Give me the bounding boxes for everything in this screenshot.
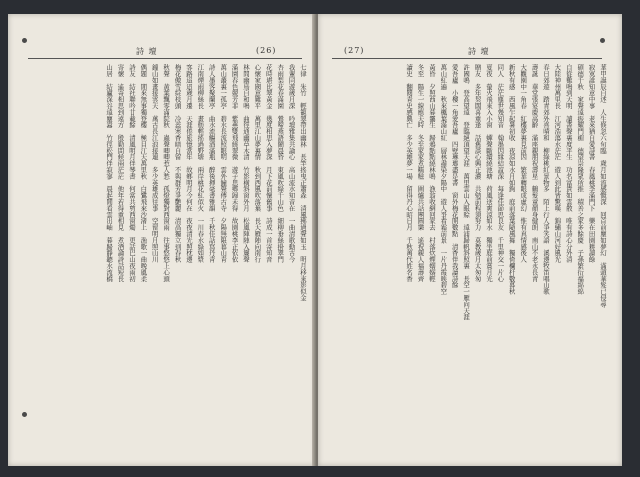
text-column: 萬山叢裏一孤亭 碧水長流照眼明 雲外鐘聲傳古寺 夕陽無限暮山青 xyxy=(219,64,228,263)
text-column: 冬至 陽生一線應天時 冬至家家煮糯糍 圍爐共話團圓樂 遙祝親人福壽齊 xyxy=(416,64,425,282)
text-column: 春日郊遊 踏青郊外喜晴和 柳綠桃紅景物多 陌上行人爭笑語 溪邊牧笛唱山歌 xyxy=(541,64,550,295)
right-page-number: (27) xyxy=(344,46,365,55)
text-column: 愛吾廬 小樓一角愛吾廬 四壁琳瑯盡是書 窗外梅花開數點 清香伴我讀詩餘 xyxy=(450,64,459,288)
text-column: 心懷家國意難平 萬里江山夢裏情 秋到西風吹落葉 長天雁陣向南行 xyxy=(253,64,262,263)
binding-hole xyxy=(600,38,605,43)
left-text-columns xyxy=(28,64,306,448)
right-header-title: 詩 壇 xyxy=(468,47,490,56)
text-column: 壽誕 華堂張宴慶高齡 滿座親朋祝壽星 鶴髮童顏身健朗 南山不老永長青 xyxy=(530,64,539,282)
right-page xyxy=(318,14,622,466)
left-page xyxy=(8,14,316,466)
text-column: 詩人墨客聚蘭亭 曲水流觴酒滿瓶 醉後揮毫書雅韻 千秋佳話寫丹青 xyxy=(207,64,216,263)
left-header-title: 詩 壇 xyxy=(136,47,158,56)
text-column: 詩友 結社聯吟廿載餘 清風明月伴琴書 何當共剪西窗燭 更話巴山夜雨初 xyxy=(127,64,136,282)
text-column: 大陸神州萬里長 江河浩蕩水茫茫 遊人到此皆驚嘆 錦繡山河好風光 xyxy=(553,64,562,263)
text-column: 黃昏 夕照西山暮靄生 歸鴉點點繞林鳴 漁翁收網回家去 村落炊煙嫋嫋輕 xyxy=(427,64,436,282)
text-column: 同人 茫茫塵世幾知音 翰墨因緣結誼深 每逢佳節思良友 千里神交一片心 xyxy=(496,64,505,282)
text-column: 寂寞誰知意中事 老來猶自愛詩書 春風桃李滿門下 樂在田園耕讀餘 xyxy=(587,64,596,263)
text-column: 夏夜 螢火飛來入小窗 蟬聲斷續繞池塘 荷風送爽涼如水 獨坐庭前賞月光 xyxy=(484,64,493,282)
text-column: 林間幽鳥自和鳴 曲徑通幽草木清 竹影橫斜窗外月 松風陣陣入簾聲 xyxy=(241,64,250,263)
header-rule xyxy=(28,58,302,59)
binding-hole xyxy=(22,412,27,417)
text-column: 江南煙雨柳絲長 畫舫輕搖過野塘 兩岸桃花紅似火 一川春水綠如漿 xyxy=(196,64,205,263)
text-column: 華甲誕辰自述 人生倏忽六旬臨 歲月如流感慨深 回首前塵如夢幻 滿頭華髮已侵尋 xyxy=(599,64,607,308)
text-column: 寄懷 遙寄相思到遠方 殷勤問候兩茫茫 他年若得重相見 煮酒論詩話短長 xyxy=(116,64,125,282)
text-column: 梅花傲雪綻枝頭 冷蕊寒香暗自留 不與群芳爭艷麗 清高獨立到春秋 xyxy=(173,64,182,263)
left-page-number: (26) xyxy=(256,46,277,55)
text-column: 山居 結廬深谷遠塵囂 竹徑松門伴寂寥 晨起閒看雲出岫 暮歸靜聽水流橋 xyxy=(105,64,114,282)
text-column: 萬山紅遍 秋來楓葉滿山紅 層林盡染夕陽中 遊人爭看霜前景 一片丹霞映碧空 xyxy=(439,64,448,295)
text-column: 杏雨梨花春滿園 鶯啼燕語鬧晨昏 東風吹綠千山色 細柳垂絲掛翠門 xyxy=(276,64,285,263)
text-column: 許國鳴 登高望遠 登臨絕頂望天涯 萬里雲山入眼賒 遠浦歸帆斜照裏 長空一雁向天涯 xyxy=(462,64,471,320)
text-column: 客路迢迢歲月遷 天涯倦旅憶當年 故鄉明月今何在 夜夜清光照枕邊 xyxy=(184,64,193,263)
text-column: 秋聲 黃葉飄零滿院秋 蟲聲唧唧惹人愁 孤燈獨對西窗雨 往事悠悠上心頭 xyxy=(162,64,171,282)
text-column: 滿園春色競芳菲 紫燕雙飛繞翠微 遊子思鄉歸未得 故園桃李正依依 xyxy=(230,64,239,263)
binding-hole xyxy=(22,38,27,43)
text-column: 七律 朱竹 輕籠翠帶出幽林 長竿搖曳正蕭森 清風拂過聲如玉 明月移來影似金 xyxy=(299,64,307,301)
header-rule xyxy=(332,58,602,59)
text-column: 自從雞鳴到天明 讀書聲裏度平生 功名富貴如雲散 唯有詩心分外清 xyxy=(564,64,573,263)
text-column: 偶題 閒來無事獨登樓 極目江天萬里秋 白鷺飛來沙渚上 漁歌一曲晚風柔 xyxy=(139,64,148,282)
text-column: 大觀園中一角春 紅樓夢裏見前因 繁華轉眼成虛幻 惟有真情感後人 xyxy=(519,64,528,263)
right-text-columns xyxy=(332,64,606,448)
text-column: 花時堪比翠黃金 幾度相思入夢深 月下花前懷舊事 詩成一首寄知音 xyxy=(264,64,273,263)
text-column: 碩德千秋 家聲遠振耀門楣 德望崇隆眾所推 積善之家多餘慶 子孫繁衍福綿綿 xyxy=(576,64,585,295)
text-column: 我輩同遊歲月深 吟壇雅集共論心 高山流水知音在 一曲清歌動古今 xyxy=(287,64,296,263)
text-column: 鐘山如畫接雲天 萬古長江浪接連 多少英雄成往事 空留明月照山川 xyxy=(150,64,159,263)
text-column: 新秋有感 西風乍起暑初收 夜涼如水月如鉤 庭前落葉隨風舞 獨倚欄杆數暮秋 xyxy=(507,64,516,295)
text-column: 讀史 翻閱青史感興亡 多少英雄夢一場 留得丹心昭日月 千秋萬代姓名香 xyxy=(405,64,414,282)
text-column: 贈友 多年契闊喜重逢 話舊談心興正濃 共勉前程須努力 莫教歲月太匆匆 xyxy=(473,64,482,282)
